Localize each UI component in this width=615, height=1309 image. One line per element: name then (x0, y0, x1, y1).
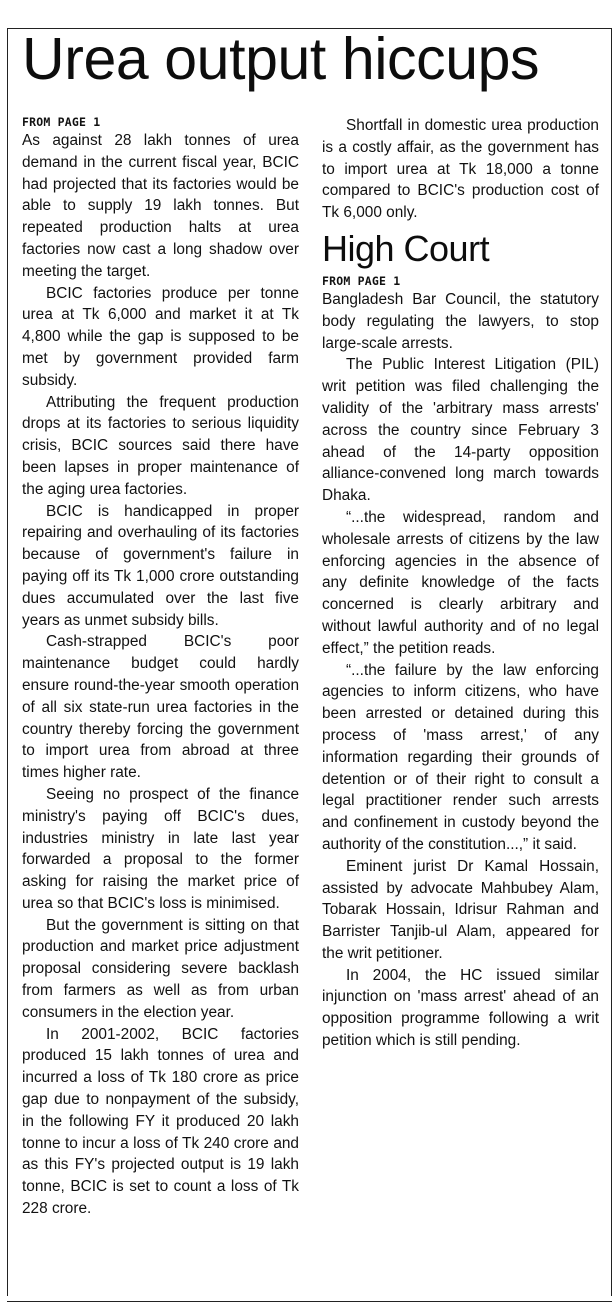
left-rule (7, 28, 8, 1296)
right-rule (611, 28, 612, 1296)
article-paragraph-split: In 2001-2002, BCIC factories produced 15 lakh tonnes of urea and incurred a loss of Tk 180 crore as price gap due to nonpayment of the subsidy, in the following FY it produced 20 lakh tonne to incur a loss of Tk 240 crore and as this FY's projected output is 19 lakh tonne, BCIC is set to count a loss of Tk 228 crore. (22, 1025, 299, 1218)
bottom-rule (7, 1301, 612, 1302)
continuation-label: FROM PAGE 1 (322, 273, 401, 288)
article-paragraph: Eminent jurist Dr Kamal Hossain, assisted by advocate Mahbubey Alam, Tobarak Hossain, Idrisur Rahman and Barrister Tanjib-ul Alam, appeared for the writ petitioner. (322, 857, 599, 962)
article-paragraph: BCIC factories produce per tonne urea at Tk 6,000 and market it at Tk 4,800 while the gap is supposed to be met by government provided farm subsidy. (22, 284, 299, 389)
article-paragraph: “...the failure by the law enforcing agencies to inform citizens, who have been arrested or detained during this process of 'mass arrest,' of any information regarding their grounds of detention or of their right to consult a legal practitioner render such arrests and confinement in custody beyond the authority of the constitution...,” it said. (322, 661, 599, 853)
article-paragraph: Cash-strapped BCIC's poor maintenance budget could hardly ensure round-the-year smooth operation of all six state-run urea factories in the country thereby forcing the government to import urea from abroad at three times higher rate. (22, 633, 299, 782)
left-column (22, 115, 299, 1220)
article-headline: Urea output hiccups (22, 26, 540, 92)
right-column (322, 115, 599, 1052)
article-paragraph: “...the widespread, random and wholesale arrests of citizens by the law enforcing agencies in the absence of any definite knowledge of the facts concerned is clearly arbitrary and without lawful authority and of no legal effect,” the petition reads. (322, 508, 599, 657)
continuation-label: FROM PAGE 1 (22, 115, 101, 129)
second-article-headline: High Court (322, 227, 490, 269)
article-paragraph: The Public Interest Litigation (PIL) writ petition was filed challenging the validity of the 'arbitrary mass arrests' across the country since February 3 ahead of the 14-party opposition alliance-convened long march towards Dhaka. (322, 356, 599, 505)
article-paragraph: Bangladesh Bar Council, the statutory body regulating the lawyers, to stop large-scale arrests. (322, 290, 599, 352)
article-paragraph: As against 28 lakh tonnes of urea demand in the current fiscal year, BCIC had projected that its factories would be able to supply 19 lakh tonnes. But repeated production halts at urea factories now cast a long shadow over meeting the target. (22, 132, 299, 280)
article-paragraph: Shortfall in domestic urea production is a costly affair, as the government has to import urea at Tk 18,000 a tonne compared to BCIC's production cost of Tk 6,000 only. (322, 117, 599, 222)
article-paragraph: In 2004, the HC issued similar injunction on 'mass arrest' ahead of an opposition programme following a writ petition which is still pending. (322, 966, 599, 1050)
article-paragraph: Seeing no prospect of the finance ministry's paying off BCIC's dues, industries ministry in late last year forwarded a proposal to the former asking for raising the market price of urea so that BCIC's loss is minimised. (22, 785, 299, 912)
article-paragraph: But the government is sitting on that production and market price adjustment proposal considering severe backlash from farmers as well as from urban consumers in the election year. (22, 916, 299, 1021)
article-paragraph: BCIC is handicapped in proper repairing and overhauling of its factories because of government's failure in paying off its Tk 1,000 crore outstanding dues accumulated over the last five years as unmet subsidy bills. (22, 502, 299, 629)
article-paragraph: Attributing the frequent production drops at its factories to serious liquidity crisis, BCIC sources said there have been lapses in proper maintenance of the aging urea factories. (22, 393, 299, 498)
